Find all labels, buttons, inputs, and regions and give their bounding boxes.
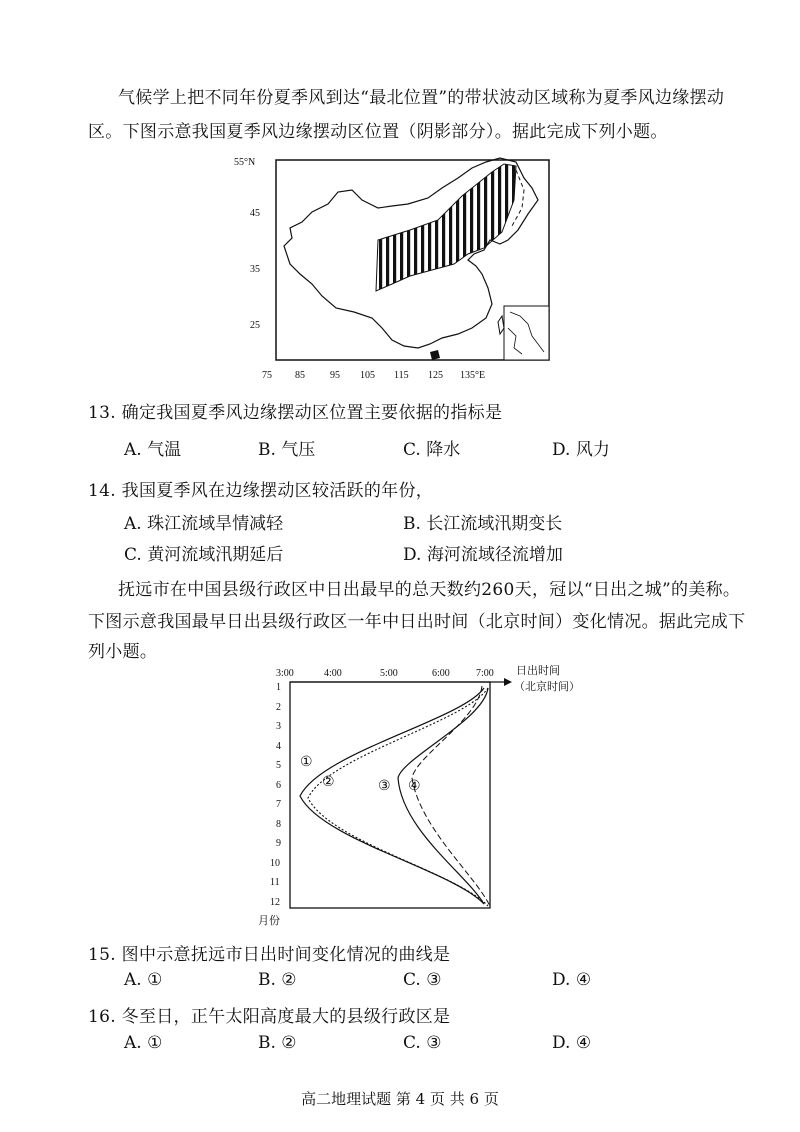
q14-option-b[interactable]: B. 长江流域汛期变长 <box>403 514 563 534</box>
q13-option-c[interactable]: C. 降水 <box>403 440 461 460</box>
monsoon-map <box>232 148 562 388</box>
chart-frame <box>290 682 490 908</box>
x-tick-3: 3:00 <box>276 668 294 679</box>
hainan-island <box>430 350 440 360</box>
lat-label-25: 25 <box>250 320 260 331</box>
taiwan-island <box>498 316 504 334</box>
y-tick-11: 11 <box>270 877 280 888</box>
swing-zone-shading <box>372 158 522 298</box>
y-tick-9: 9 <box>276 838 281 849</box>
lon-label-85: 85 <box>295 370 305 381</box>
page-footer: 高二地理试题 第 4 页 共 6 页 <box>301 1090 499 1108</box>
y-tick-7: 7 <box>276 799 281 810</box>
q16-option-c[interactable]: C. ③ <box>403 1033 442 1053</box>
south-china-sea-inset <box>504 306 549 360</box>
q13-option-a[interactable]: A. 气温 <box>124 440 182 460</box>
q14-option-c[interactable]: C. 黄河流域汛期延后 <box>124 545 284 565</box>
intro2-line3: 列小题。 <box>88 642 158 662</box>
x-axis-sublabel: （北京时间） <box>514 681 580 693</box>
y-axis-label: 月份 <box>258 915 280 927</box>
x-tick-7: 7:00 <box>476 668 494 679</box>
curve-3 <box>398 688 488 904</box>
intro1-line2: 区。下图示意我国夏季风边缘摆动区位置（阴影部分）。据此完成下列小题。 <box>88 122 668 142</box>
x-tick-4: 4:00 <box>324 668 342 679</box>
curve-label-4: ④ <box>408 779 421 794</box>
y-tick-8: 8 <box>276 819 281 830</box>
q16-option-d[interactable]: D. ④ <box>552 1033 592 1053</box>
q16-option-a[interactable]: A. ① <box>124 1033 163 1053</box>
lon-label-75: 75 <box>262 370 272 381</box>
y-tick-6: 6 <box>276 780 281 791</box>
lat-label-45: 45 <box>250 208 260 219</box>
x-axis-arrow <box>504 678 512 686</box>
x-tick-6: 6:00 <box>432 668 450 679</box>
q15-option-a[interactable]: A. ① <box>124 970 163 990</box>
q16-option-b[interactable]: B. ② <box>258 1033 297 1053</box>
lat-label-55: 55°N <box>234 157 256 168</box>
q14-stem: 14. 我国夏季风在边缘摆动区较活跃的年份， <box>88 481 434 501</box>
y-tick-2: 2 <box>276 702 281 713</box>
y-tick-3: 3 <box>276 721 281 732</box>
q15-option-d[interactable]: D. ④ <box>552 970 592 990</box>
intro2-line1: 抚远市在中国县级行政区中日出最早的总天数约260天，冠以“日出之城”的美称。 <box>118 580 741 600</box>
q13-option-d[interactable]: D. 风力 <box>552 440 610 460</box>
y-tick-12: 12 <box>270 897 280 908</box>
q14-option-a[interactable]: A. 珠江流域旱情减轻 <box>124 514 284 534</box>
lon-label-135e: 135°E <box>460 370 486 381</box>
sunrise-chart <box>252 660 592 930</box>
q15-option-c[interactable]: C. ③ <box>403 970 442 990</box>
curve-2 <box>308 688 488 906</box>
curve-label-1: ① <box>300 755 313 770</box>
y-tick-1: 1 <box>276 682 281 693</box>
lat-label-35: 35 <box>250 264 260 275</box>
lon-label-115: 115 <box>394 370 409 381</box>
q14-option-d[interactable]: D. 海河流域径流增加 <box>403 545 563 565</box>
curve-label-2: ② <box>322 775 335 790</box>
q15-stem: 15. 图中示意抚远市日出时间变化情况的曲线是 <box>88 945 451 965</box>
q15-option-b[interactable]: B. ② <box>258 970 297 990</box>
y-tick-10: 10 <box>270 858 280 869</box>
curve-label-3: ③ <box>378 779 391 794</box>
lon-label-95: 95 <box>330 370 340 381</box>
intro2-line2: 下图示意我国最早日出县级行政区一年中日出时间（北京时间）变化情况。据此完成下 <box>88 612 746 632</box>
lon-label-125: 125 <box>428 370 443 381</box>
x-tick-5: 5:00 <box>380 668 398 679</box>
curve-4 <box>412 686 490 906</box>
lon-label-105: 105 <box>360 370 375 381</box>
x-axis-label: 日出时间 <box>516 665 560 677</box>
q16-stem: 16. 冬至日，正午太阳高度最大的县级行政区是 <box>88 1007 451 1027</box>
y-tick-4: 4 <box>276 741 281 752</box>
q13-stem: 13. 确定我国夏季风边缘摆动区位置主要依据的指标是 <box>88 403 503 423</box>
q13-option-b[interactable]: B. 气压 <box>258 440 316 460</box>
y-tick-5: 5 <box>276 760 281 771</box>
intro1-line1: 气候学上把不同年份夏季风到达“最北位置”的带状波动区域称为夏季风边缘摆动 <box>118 88 725 108</box>
